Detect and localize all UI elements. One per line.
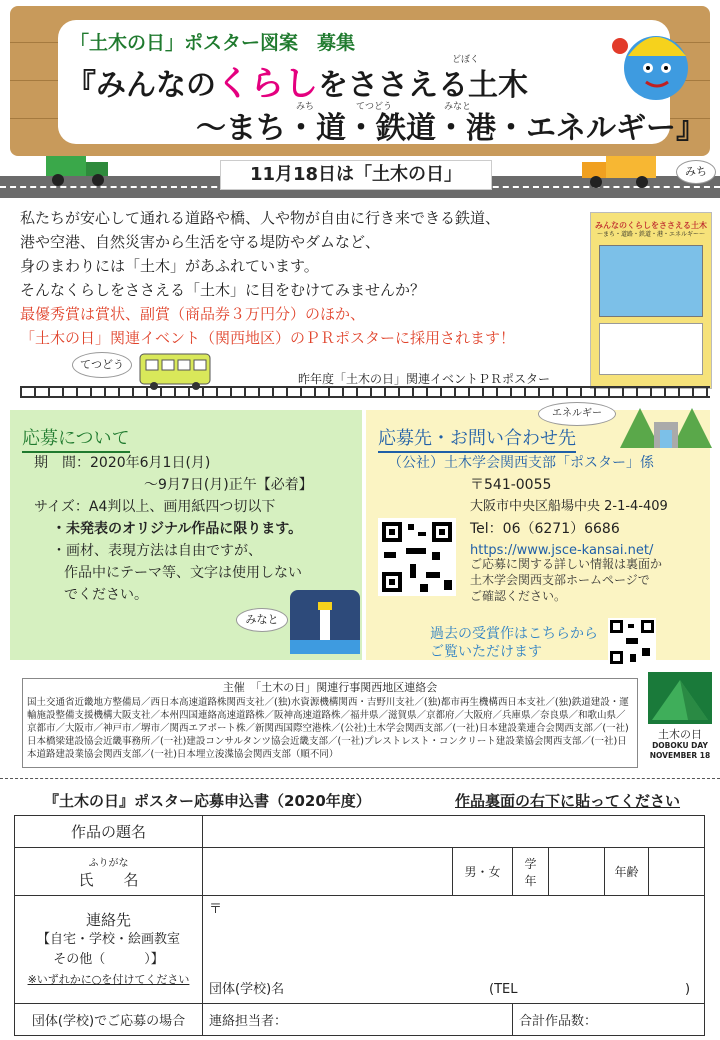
contact-field[interactable]	[203, 896, 705, 1004]
contact-url-link[interactable]: https://www.jsce-kansai.net/	[470, 543, 654, 558]
name-label	[15, 848, 203, 896]
size-text: サイズ：A4判以上、画用紙四つ切以下	[34, 499, 276, 515]
sponsor-heading: 主催 「土木の日」関連行事関西地区連絡会	[222, 681, 438, 694]
logo-text-date: NOVEMBER 18	[649, 751, 711, 760]
contact-org: （公社）土木学会関西支部「ポスター」係	[388, 455, 654, 471]
poster-caption: 昨年度「土木の日」関連イベントＰＲポスター	[298, 372, 551, 386]
contact-note-line: 土木学会関西支部ホームページで	[470, 573, 650, 587]
ruby-michi: みち	[296, 102, 315, 112]
thumb-illustration	[599, 245, 703, 317]
contact-options-other: その他（ ）】	[53, 951, 164, 967]
label-tetsudo: てつどう	[72, 352, 132, 378]
dump-truck-orange-icon	[582, 152, 662, 192]
intro-line: 身のまわりには「土木」があふれています。	[20, 257, 319, 275]
contact-note-line: ご確認ください。	[470, 589, 567, 603]
past-winners-qr-code[interactable]	[608, 618, 656, 666]
tel-label: (TEL	[489, 982, 518, 997]
total-works-field[interactable]: 合計作品数：	[513, 1004, 705, 1036]
form-title: 『土木の日』ポスター応募申込書（2020年度）	[44, 792, 371, 810]
contact-qr-code[interactable]	[378, 518, 456, 596]
thumb-title: みんなのくらしをささえる土木	[595, 221, 707, 230]
period-from: 2020年6月1日(月)	[90, 455, 211, 471]
work-title-field[interactable]	[203, 816, 705, 848]
title-highlight: くらし	[216, 64, 318, 104]
period-row	[34, 452, 354, 474]
contact-instruction: ※いずれかに○を付けてください	[27, 972, 190, 986]
name-label-text: 氏 名	[78, 870, 139, 889]
bullet-materials-cont: 作品中にテーマ等、文字は使用しない	[64, 565, 302, 581]
contact-note	[470, 556, 662, 604]
date-banner: 11月18日は「土木の日」	[220, 160, 492, 190]
previous-poster-image	[590, 212, 712, 389]
railway-track	[20, 386, 710, 398]
group-case-label: 団体(学校)でご応募の場合	[15, 1004, 203, 1036]
grade-field[interactable]	[549, 848, 605, 896]
application-form	[14, 815, 705, 1036]
lighthouse-icon	[290, 590, 360, 654]
contact-address: 大阪市中央区船場中央 2-1-4-409	[470, 499, 668, 514]
contact-options: 【自宅・学校・絵画教室	[36, 931, 180, 947]
intro-line: 港や空港、自然災害から生活を守る堤防やダムなど、	[20, 233, 381, 251]
thumb-info-box	[599, 323, 703, 375]
label-minato: みなと	[236, 608, 288, 632]
contact-label-text: 連絡先	[85, 910, 131, 929]
logo-text-en: DOBOKU DAY	[652, 741, 708, 750]
ruby-doboku: どぼく	[452, 55, 480, 65]
past-line: 過去の受賞作はこちらから	[430, 626, 598, 642]
sponsor-list: 国土交通省近畿地方整備局／西日本高速道路株関西支社／(独)水資源機構関西・吉野川支社／(独)都市再生機構西日本支社／(独)鉄道建設・運輸施設整備支援機構大阪支社／本州四国連絡高速道路株／阪神高速道路株／福井県／滋賀県／京都府／大阪府／兵庫県／奈良県／和歌山県／京都市／大阪市／神戸市／堺市／関西エアポート株／新関西国際空港株／(公社)土木学会関西支部／(一社)日本建設業連合会関西支部／(一社)日本橋梁建設協会近畿事務所／(一社)建設コンサルタンツ協会近畿支部／(一社)プレストレスト・コンクリート建設業協会関西支部／(一社)日本道路建設業協会関西支部／(一社)日本埋立浚渫協会関西支部（順不同）	[27, 697, 629, 760]
dump-truck-green-icon	[44, 150, 114, 190]
bullet-materials-end: でください。	[64, 587, 148, 603]
contact-label	[15, 896, 203, 1004]
contact-title: 応募先・お問い合わせ先	[378, 424, 576, 453]
ruby-minato: みなと	[444, 102, 472, 112]
past-line: ご覧いただけます	[430, 644, 542, 660]
intro-line: 私たちが安心して通れる道路や橋、人や物が自由に行き来できる鉄道、	[20, 209, 501, 227]
header-title	[66, 56, 528, 105]
contact-zip: 〒541-0055	[470, 477, 552, 493]
contact-address-block	[470, 474, 710, 562]
intro-text	[20, 206, 580, 350]
work-title-label: 作品の題名	[15, 816, 203, 848]
header-subtitle: 「土木の日」ポスター図案 募集	[70, 32, 356, 54]
bullet-materials: ・画材、表現方法は自由ですが、	[52, 543, 262, 559]
application-details	[34, 452, 354, 606]
mascot-icon	[604, 12, 700, 104]
title-pre: 『みんなの	[66, 68, 216, 103]
logo-text-ja: 土木の日	[658, 728, 702, 741]
gender-select[interactable]: 男・女	[453, 848, 513, 896]
train-icon	[138, 348, 212, 390]
thumb-subtitle: ～まち・道路・鉄道・港・エネルギー～	[596, 231, 705, 238]
period-to: ～9月7日(月)正午【必着】	[144, 477, 313, 493]
header-title-line2: ～まち・道・鉄道・港・エネルギー』	[196, 111, 706, 146]
group-name-label: 団体(学校)名	[209, 982, 285, 997]
dam-icon	[620, 400, 712, 448]
contact-tel: Tel：06（6271）6686	[470, 521, 620, 537]
name-field[interactable]	[203, 848, 453, 896]
doboku-day-logo	[648, 672, 712, 766]
logo-mountain-icon	[648, 672, 712, 724]
intro-line: そんなくらしをささえる「土木」に目をむけてみませんか？	[20, 281, 426, 299]
sponsor-box	[22, 678, 638, 768]
person-field[interactable]: 連絡担当者：	[203, 1004, 513, 1036]
label-michi: みち	[676, 160, 716, 184]
label-energy: エネルギー	[538, 402, 616, 426]
intro-prize: 「土木の日」関連イベント（関西地区）のＰＲポスターに採用されます！	[20, 329, 516, 347]
form-note: 作品裏面の右下に貼ってください	[455, 792, 681, 810]
cut-line	[0, 778, 720, 779]
tel-close: )	[684, 982, 691, 997]
past-winners-link[interactable]	[430, 625, 598, 661]
bullet-original: ・未発表のオリジナル作品に限ります。	[52, 521, 303, 537]
application-title: 応募について	[22, 424, 130, 453]
intro-prize: 最優秀賞は賞状、副賞（商品券３万円分）のほか、	[20, 305, 366, 323]
age-field[interactable]	[649, 848, 705, 896]
age-label: 年齢	[605, 848, 649, 896]
grade-label: 学年	[513, 848, 549, 896]
period-label: 期 間：	[34, 455, 90, 471]
furigana-label: ふりがな	[88, 857, 129, 869]
title-post: をささえる土木	[318, 68, 528, 103]
ruby-tetsudo: てつどう	[356, 102, 393, 112]
zip-mark: 〒	[209, 902, 223, 917]
contact-note-line: ご応募に関する詳しい情報は裏面か	[470, 557, 663, 571]
